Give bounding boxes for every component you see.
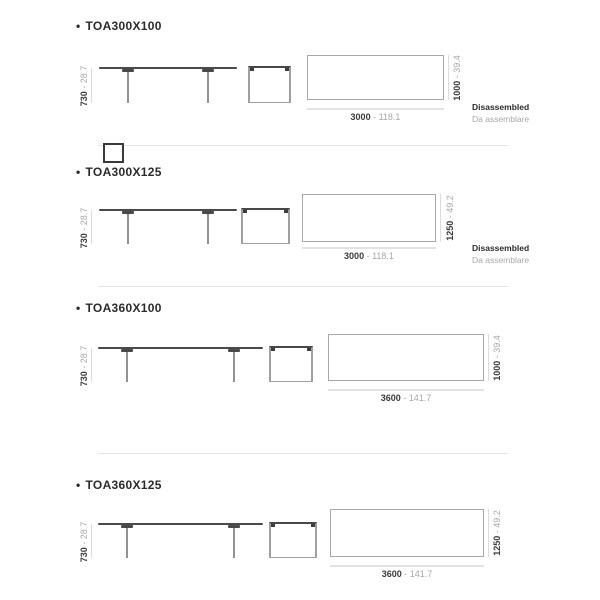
- side-view-leg: [207, 211, 209, 244]
- width-dimension-line: [328, 389, 484, 391]
- height-dimension-line: [91, 210, 92, 244]
- side-view-leg: [127, 69, 129, 103]
- depth-dimension-line: [488, 509, 489, 557]
- width-dimension-label: 3600 - 141.7: [380, 393, 432, 403]
- depth-dimension-line: [440, 194, 441, 242]
- assembly-note-en: Disassembled: [472, 243, 530, 253]
- side-view-leg: [126, 525, 128, 558]
- side-view-leg: [233, 349, 235, 382]
- side-view-leg: [126, 349, 128, 382]
- end-view-drawing: [241, 208, 290, 244]
- leg-joint: [122, 69, 134, 72]
- depth-dimension-line: [488, 334, 489, 381]
- leg-mount-mark: [271, 524, 275, 527]
- top-view-drawing: [330, 509, 484, 557]
- section-divider: [98, 453, 508, 454]
- depth-dimension-line: [448, 55, 449, 100]
- model-name: TOA300X100: [85, 19, 162, 33]
- height-dimension-label: 730 - 28.7: [79, 207, 89, 249]
- width-dimension-line: [307, 108, 444, 110]
- height-dimension-line: [91, 68, 92, 103]
- leg-mount-mark: [271, 348, 275, 351]
- side-view-leg: [127, 211, 129, 244]
- top-view-drawing: [302, 194, 436, 242]
- leg-mount-mark: [307, 348, 311, 351]
- end-view-drawing: [269, 522, 317, 558]
- depth-dimension-label: 1000 - 39.4: [492, 335, 502, 381]
- depth-dimension-label: 1250 - 49.2: [445, 195, 455, 241]
- leg-joint: [122, 211, 134, 214]
- height-dimension-label: 730 - 28.7: [79, 65, 89, 107]
- leg-joint: [228, 349, 240, 352]
- model-checkbox[interactable]: [103, 143, 124, 163]
- model-name: TOA360X125: [85, 478, 162, 492]
- assembly-note-it: Da assemblare: [472, 113, 530, 124]
- end-view-drawing: [269, 346, 313, 382]
- model-title: [76, 479, 162, 492]
- model-title: [76, 20, 162, 33]
- leg-joint: [202, 211, 214, 214]
- side-view-leg: [207, 69, 209, 103]
- top-view-drawing: [328, 334, 484, 381]
- assembly-note: [472, 243, 529, 266]
- bullet-icon: •: [76, 478, 81, 492]
- side-view-tabletop: [99, 209, 237, 211]
- width-dimension-label: 3000 - 118.1: [344, 251, 394, 261]
- depth-dimension-label: 1000 - 39.4: [452, 55, 462, 101]
- bullet-icon: •: [76, 301, 81, 315]
- end-view-drawing: [248, 66, 291, 103]
- side-view-leg: [233, 525, 235, 558]
- section-divider: [98, 145, 508, 146]
- section-divider: [98, 286, 508, 287]
- model-title: [76, 302, 162, 315]
- model-title: [76, 166, 162, 179]
- leg-mount-mark: [284, 210, 288, 213]
- leg-joint: [121, 525, 133, 528]
- leg-joint: [121, 349, 133, 352]
- model-name: TOA360X100: [85, 301, 162, 315]
- leg-joint: [202, 69, 214, 72]
- height-dimension-line: [91, 524, 92, 558]
- bullet-icon: •: [76, 19, 81, 33]
- top-view-drawing: [307, 55, 444, 100]
- width-dimension-line: [302, 247, 436, 249]
- leg-mount-mark: [243, 210, 247, 213]
- assembly-note-it: Da assemblare: [472, 254, 530, 265]
- side-view-tabletop: [99, 67, 237, 69]
- height-dimension-line: [91, 348, 92, 382]
- model-name: TOA300X125: [85, 165, 162, 179]
- width-dimension-label: 3600 - 141.7: [381, 569, 433, 579]
- height-dimension-label: 730 - 28.7: [79, 521, 89, 563]
- assembly-note: [472, 102, 529, 125]
- leg-mount-mark: [285, 68, 289, 71]
- leg-mount-mark: [250, 68, 254, 71]
- depth-dimension-label: 1250 - 49.2: [492, 510, 502, 556]
- width-dimension-label: 3000 - 118.1: [350, 112, 401, 122]
- height-dimension-label: 730 - 28.7: [79, 345, 89, 387]
- assembly-note-en: Disassembled: [472, 102, 530, 112]
- leg-mount-mark: [311, 524, 315, 527]
- width-dimension-line: [330, 565, 484, 567]
- bullet-icon: •: [76, 165, 81, 179]
- leg-joint: [228, 525, 240, 528]
